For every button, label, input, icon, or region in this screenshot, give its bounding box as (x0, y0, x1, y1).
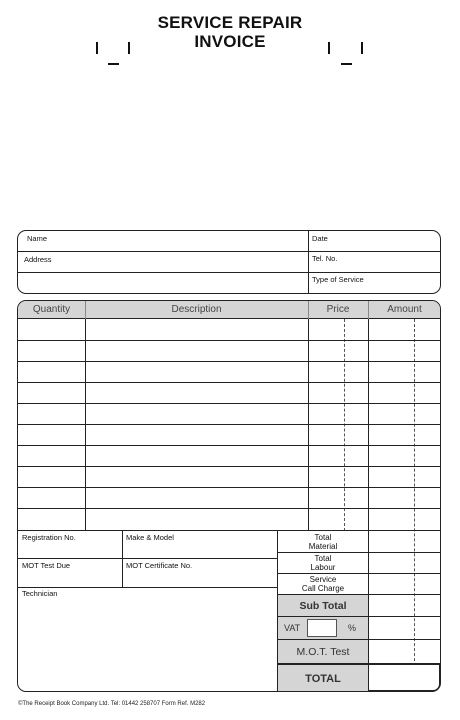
sub-total-label: Sub Total (299, 600, 347, 612)
address-label: Address (24, 255, 52, 264)
total-label: TOTAL (305, 673, 341, 685)
service-call-charge-label: Service Call Charge (301, 575, 345, 593)
mot-test-cell (278, 640, 368, 663)
amount-header: Amount (387, 304, 422, 315)
mot-test-label: M.O.T. Test (296, 646, 350, 658)
make-model-label: Make & Model (126, 533, 174, 542)
total-labour-label: Total Labour (310, 554, 336, 572)
price-header: Price (326, 304, 350, 315)
date-label: Date (312, 234, 328, 243)
registration-label: Registration No. (22, 533, 76, 542)
table-header (18, 301, 440, 319)
total-material-label: Total Material (308, 533, 338, 551)
tel-label: Tel. No. (312, 254, 338, 263)
alignment-mark-left (95, 42, 135, 66)
invoice-title-line2: INVOICE (194, 32, 266, 51)
total-material-cell (278, 531, 368, 552)
customer-details-box (17, 230, 441, 294)
vat-rate-box[interactable] (307, 619, 337, 637)
technician-label: Technician (22, 589, 58, 598)
total-amount-box[interactable] (368, 664, 440, 691)
alignment-mark-right (327, 42, 367, 66)
vat-cell (278, 617, 368, 639)
type-of-service-label: Type of Service (312, 275, 364, 284)
vat-percent-sign: % (348, 623, 357, 633)
invoice-title-line1: SERVICE REPAIR (157, 13, 303, 32)
items-table (17, 300, 441, 692)
total-cell (278, 665, 368, 691)
quantity-header: Quantity (32, 304, 71, 315)
footer-copyright: ©The Receipt Book Company Ltd. Tel: 01442 258707 Form Ref. M282 (18, 701, 206, 707)
sub-total-cell (278, 595, 368, 616)
mot-certificate-label: MOT Certificate No. (126, 561, 193, 570)
total-labour-cell (278, 553, 368, 573)
description-header: Description (171, 304, 222, 315)
mot-test-due-label: MOT Test Due (22, 561, 71, 570)
name-label: Name (27, 234, 48, 243)
service-call-charge-cell (278, 574, 368, 594)
vat-label: VAT (284, 623, 301, 633)
